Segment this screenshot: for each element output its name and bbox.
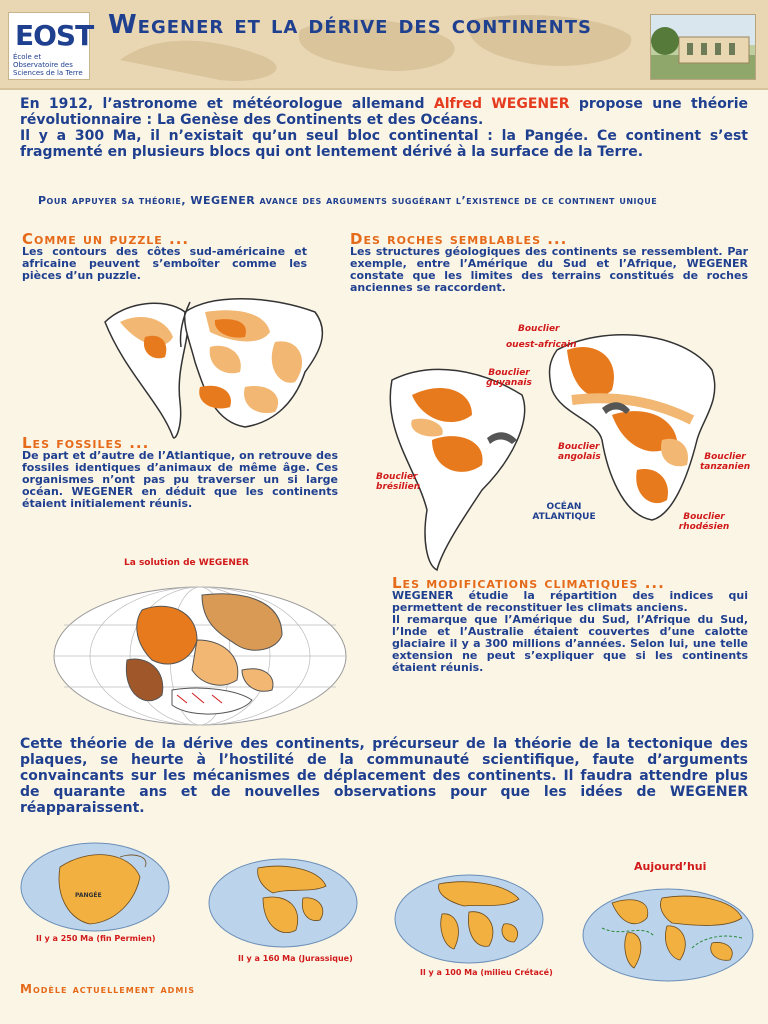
solution-caption: La solution de WEGENER [124,558,249,568]
footer-model-label: Modèle actuellement admis [20,982,196,996]
label-ocean-atlantique: OCÉAN ATLANTIQUE [532,502,596,522]
label-guyanais: Bouclier guyanais [486,368,532,388]
globe-today-caption: Aujourd’hui [634,860,707,873]
puzzle-text: Les contours des côtes sud-américaine et africaine peuvent s’emboîter comme les pièces d’un puzzle. [22,245,307,282]
arguments-subheading: Pour appuyer sa théorie, WEGENER avance des arguments suggérant l’existence de ce continent unique [38,194,658,207]
header-banner [0,0,768,90]
globe-160ma-caption: Il y a 160 Ma (Jurassique) [238,954,353,963]
label-rhodesien: Bouclier rhodésien [678,512,730,532]
globe-250ma [20,842,170,932]
label-ouest-africain: ouest-africain [506,340,577,350]
label-bresilien: Bouclier brésilien [376,472,421,492]
page-title: Wegener et la dérive des continents [108,10,592,40]
wegener-solution-globe [52,585,348,727]
conclusion-paragraph: Cette théorie de la dérive des continents, précurseur de la théorie de la tectonique des plaques, se heurte à l’hostilité de la communauté scientifique, faute d’arguments convaincants sur les mécanismes de déplacement des continents. Il faudra attendre plus de quarante ans et de nouvelles observations pour que les idées de WEGENER réapparaissent. [20,736,748,816]
rocks-heading: Des roches semblables ... [350,230,568,248]
globe-160ma [208,858,358,948]
eost-logo: EOST École et Observatoire des Sciences de la Terre [8,12,90,80]
rocks-text: Les structures géologiques des continents se ressemblent. Par exemple, entre l’Amérique du Sud et l’Afrique, WEGENER constate que les limites des terrains constitués de roches anciennes se raccordent. [350,245,748,294]
fossils-heading: Les fossiles ... [22,434,150,452]
climate-text-1: WEGENER étudie la répartition des indices qui permettent de reconstituer les climats anciens. [392,589,748,614]
globe-250ma-caption: Il y a 250 Ma (fin Permien) [36,934,156,943]
climate-heading: Les modifications climatiques ... [392,574,665,592]
globe-100ma [394,874,544,964]
label-bouclier-ouest: Bouclier [518,324,560,334]
intro-paragraph: En 1912, l’astronome et météorologue allemand Alfred WEGENER propose une théorie révolutionnaire : La Genèse des Continents et des Océans. [20,96,749,128]
wegener-highlight: Alfred WEGENER [433,96,570,112]
puzzle-map [95,292,335,442]
label-angolais: Bouclier angolais [558,442,601,462]
globe-100ma-caption: Il y a 100 Ma (milieu Crétacé) [420,968,553,977]
climate-text-2: Il remarque que l’Amérique du Sud, l’Afrique du Sud, l’Inde et l’Australie étaient couvertes d’une calotte glaciaire il y a 300 millions d’années. Selon lui, une telle extension ne peut s’expliquer que si les continents étaient réunis. [392,613,748,674]
puzzle-heading: Comme un puzzle ... [22,230,190,248]
fossils-text: De part et d’autre de l’Atlantique, on retrouve des fossiles identiques d’animaux de même âge. Ces organismes n’ont pas pu traverser un si large océan. WEGENER en déduit que les continents étaient initialement réunis. [22,449,338,510]
pangee-label: PANGÉE [75,892,102,899]
pangea-paragraph: Il y a 300 Ma, il n’existait qu’un seul bloc continental : la Pangée. Ce continent s’est fragmenté en plusieurs blocs qui ont lentement dérivé à la surface de la Terre. [20,128,748,160]
label-tanzanien: Bouclier tanzanien [700,452,751,472]
globe-today [582,888,754,982]
building-photo [650,14,756,80]
